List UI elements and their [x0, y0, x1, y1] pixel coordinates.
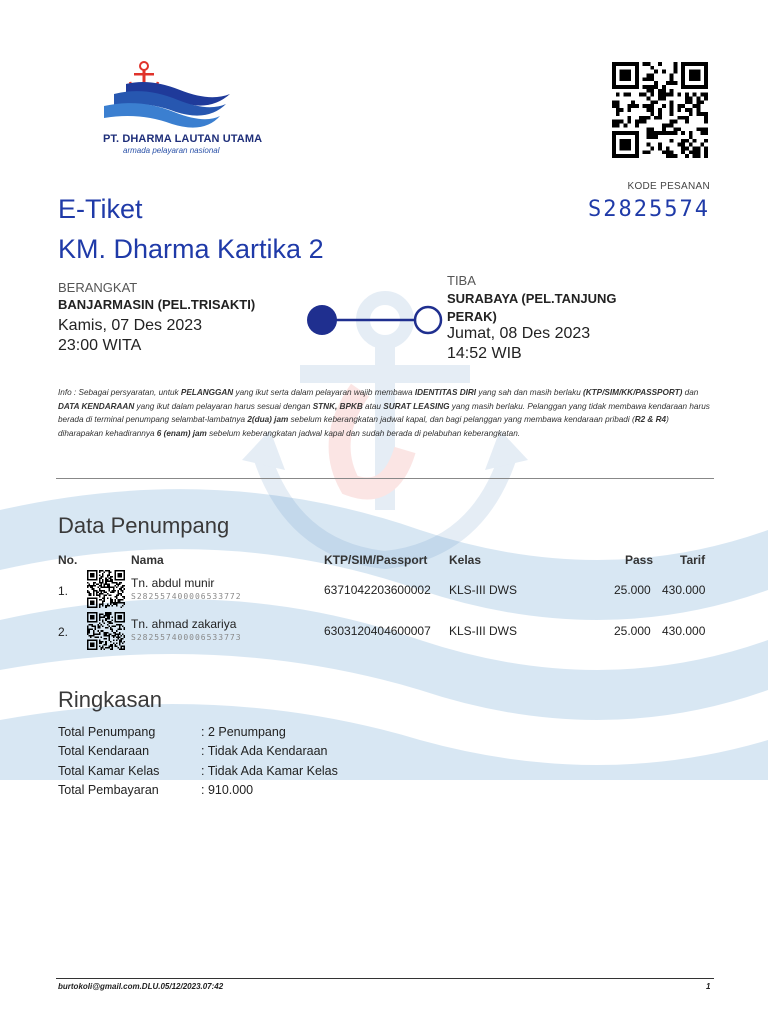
row-no: 2.: [58, 625, 69, 639]
passenger-class: KLS-III DWS: [449, 583, 518, 597]
booking-code-label: KODE PESANAN: [627, 181, 710, 192]
row-no: 1.: [58, 584, 69, 598]
col-no: No.: [58, 553, 78, 567]
passenger-qr-code: [87, 612, 125, 650]
summary-value: : 910.000: [201, 783, 254, 797]
summary-value: : 2 Penumpang: [201, 725, 286, 739]
col-fare: Tarif: [680, 553, 706, 567]
page-number: 1: [706, 982, 711, 991]
departure-date: Kamis, 07 Des 2023: [58, 317, 203, 334]
passenger-code: S282557400006533772: [131, 592, 242, 601]
footer-metadata: burtokoli@gmail.com.DLU.05/12/2023.07:42: [58, 982, 224, 991]
booking-code: S2825574: [588, 197, 710, 222]
summary-label: Total Penumpang: [58, 725, 156, 739]
passenger-id: 6371042203600002: [324, 583, 431, 597]
passenger-id: 6303120404600007: [324, 624, 431, 638]
arrival-label: TIBA: [447, 273, 476, 288]
arrival-date: Jumat, 08 Des 2023: [447, 325, 591, 342]
summary-value: : Tidak Ada Kamar Kelas: [201, 764, 338, 778]
passenger-code: S282557400006533773: [131, 633, 242, 642]
company-logo-icon: [100, 60, 240, 160]
summary-value: : Tidak Ada Kendaraan: [201, 744, 328, 758]
info-notice: Info : Sebagai persyaratan, untuk PELANGGAN yang ikut serta dalam pelayaran wajib membawa IDENTITAS DIRI yang sah dan masih berlaku (KTP/SIM/KK/PASSPORT) dan DATA KENDARAAN yang ikut dalam pelayaran harus sesuai dengan STNK, BPKB atau SURAT LEASING yang masih berlaku. Pelanggan yang tidak membawa kendaraan harus berada di terminal penumpang selambat-lambatnya 2(dua) jam sebelum keberangkatan jadwal kapal, dan bagi pelanggan yang membawa kendaraan pribadi (R2 & R4) diharapakan kehadirannya 6 (enam) jam sebelum keberangkatan jadwal kapal dan sudah berada di pelabuhan keberangkatan.: [58, 388, 710, 438]
departure-port: BANJARMASIN (PEL.TRISAKTI): [58, 297, 256, 312]
ticket-title: E-Tiket: [58, 194, 143, 224]
passenger-name: Tn. abdul munir: [131, 576, 215, 590]
company-tagline: armada pelayaran nasional: [123, 146, 220, 155]
departure-label: BERANGKAT: [58, 280, 138, 295]
col-name: Nama: [131, 553, 164, 567]
passenger-fare: 430.000: [662, 583, 706, 597]
departure-time: 23:00 WITA: [58, 337, 142, 354]
booking-qr-code: [610, 62, 710, 158]
passenger-class: KLS-III DWS: [449, 624, 518, 638]
passenger-pass: 25.000: [614, 624, 651, 638]
arrival-port: SURABAYA (PEL.TANJUNG PERAK): [447, 291, 617, 324]
passengers-heading: Data Penumpang: [58, 513, 230, 538]
passenger-pass: 25.000: [614, 583, 651, 597]
summary-label: Total Kendaraan: [58, 744, 150, 758]
passenger-fare: 430.000: [662, 624, 706, 638]
summary-heading: Ringkasan: [58, 687, 162, 712]
col-id: KTP/SIM/Passport: [324, 553, 428, 567]
route-line-icon: [302, 300, 446, 340]
passenger-name: Tn. ahmad zakariya: [131, 617, 237, 631]
summary-label: Total Pembayaran: [58, 783, 159, 797]
passenger-qr-code: [87, 570, 125, 608]
footer-divider: [56, 978, 714, 979]
company-name: PT. DHARMA LAUTAN UTAMA: [103, 133, 263, 145]
divider: [56, 478, 714, 479]
summary-label: Total Kamar Kelas: [58, 764, 160, 778]
col-class: Kelas: [449, 553, 482, 567]
ship-name: KM. Dharma Kartika 2: [58, 234, 324, 264]
col-pass: Pass: [625, 553, 654, 567]
arrival-time: 14:52 WIB: [447, 345, 522, 362]
